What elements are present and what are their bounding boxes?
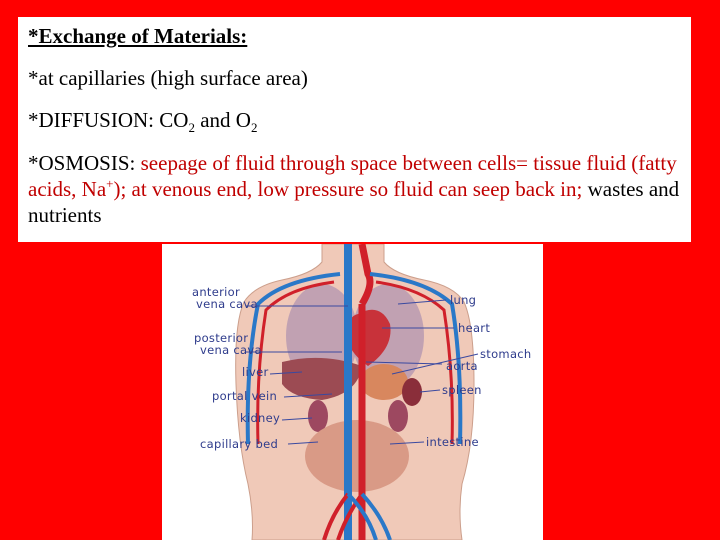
- osmosis-definition: seepage of fluid through space between cells= tissue fluid (fatty acids, Na: [28, 151, 677, 201]
- diffusion-prefix: *DIFFUSION: CO: [28, 108, 189, 132]
- label-lung: lung: [450, 293, 477, 307]
- stomach-shape: [360, 364, 408, 400]
- diffusion-mid: and O: [194, 108, 251, 132]
- bullet-osmosis: [28, 150, 681, 228]
- label-intestine: intestine: [426, 435, 479, 449]
- right-kidney: [388, 400, 408, 432]
- o2-subscript: 2: [250, 120, 258, 136]
- diagram-svg: [162, 244, 543, 540]
- osmosis-wastes: wastes and nutrients: [28, 177, 680, 227]
- text-panel: [18, 17, 691, 242]
- label-heart: heart: [458, 321, 491, 335]
- slide-title: [28, 23, 681, 49]
- bullet-diffusion: [28, 107, 681, 136]
- left-kidney: [308, 400, 328, 432]
- intestine-shape: [305, 420, 409, 492]
- bullet-capillaries: *at capillaries (high surface area): [28, 66, 308, 90]
- label-aorta: aorta: [446, 359, 478, 373]
- label-capillary-bed: capillary bed: [200, 437, 279, 451]
- osmosis-venous-end: ); at venous end, low pressure so fluid can seep back in;: [113, 177, 588, 201]
- label-spleen: spleen: [442, 383, 482, 397]
- label-portal-vein: portal vein: [212, 389, 278, 403]
- osmosis-prefix: *OSMOSIS:: [28, 151, 141, 175]
- label-kidney: kidney: [240, 411, 281, 425]
- label-posterior-vena-cava: vena cava: [200, 343, 262, 357]
- label-liver: liver: [242, 365, 269, 379]
- sodium-superscript: +: [106, 176, 114, 191]
- circulatory-system-diagram: [162, 244, 543, 540]
- title-text: *Exchange of Materials:: [28, 24, 248, 48]
- spleen-shape: [402, 378, 422, 406]
- label-stomach: stomach: [480, 347, 532, 361]
- label-anterior: anterior: [192, 285, 241, 299]
- label-posterior: posterior: [194, 331, 249, 345]
- co2-subscript: 2: [188, 120, 195, 136]
- label-anterior-vena-cava: vena cava: [196, 297, 258, 311]
